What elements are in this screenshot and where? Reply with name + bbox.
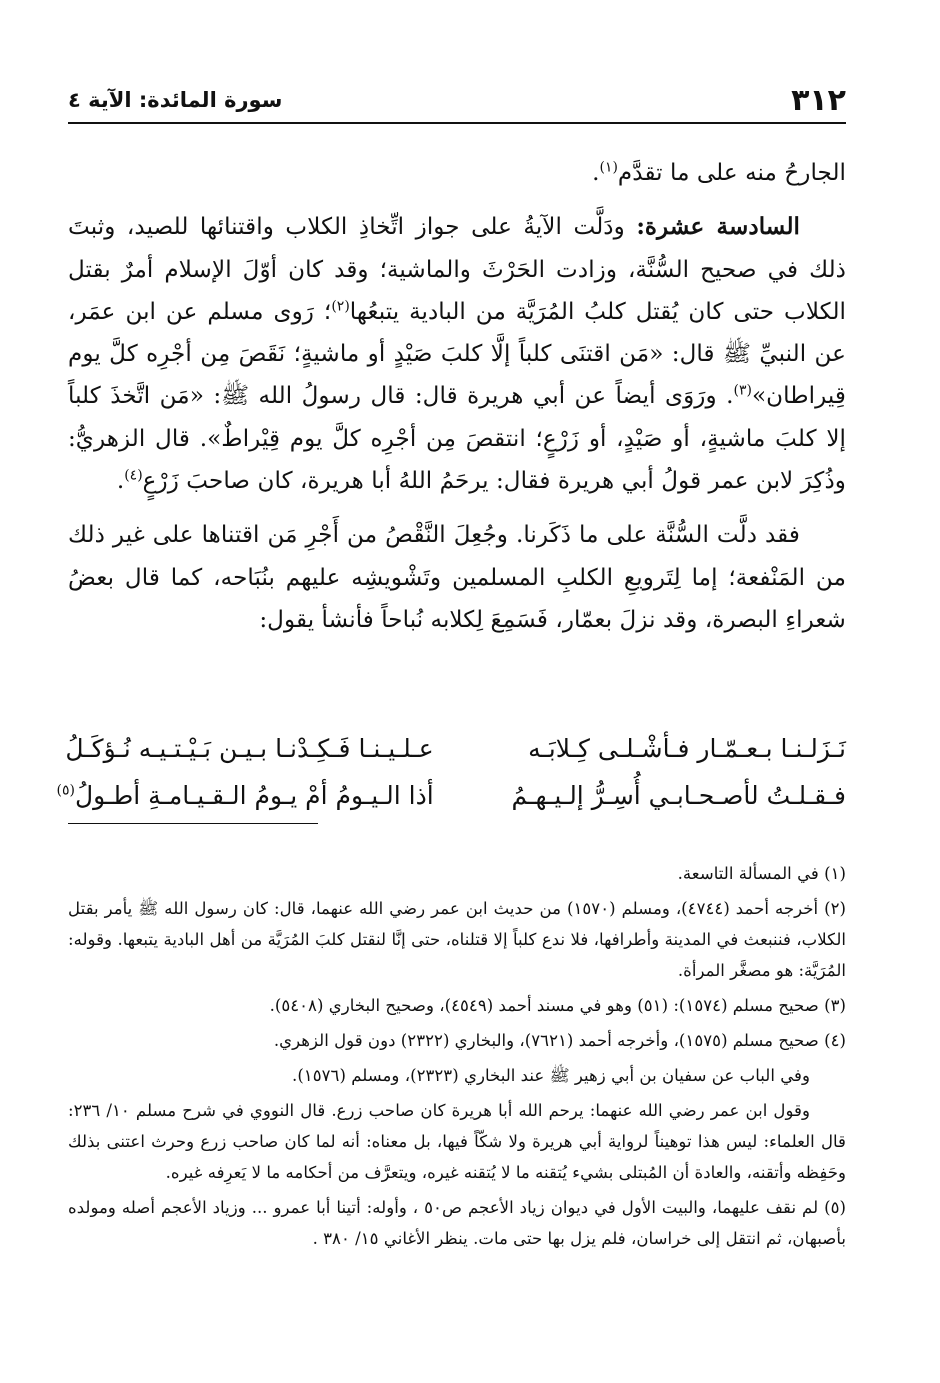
footnote-ref: (٤) (124, 467, 143, 484)
poem-verse (65, 725, 846, 772)
paragraph-text: ؛ رَوى مسلم عن ابن عمَر، عن النبيِّ ﷺ قال: «مَن اقتنَى كلباً إلَّا كلبَ صَيْدٍ أو ماشيةٍ؛ نَقَصَ مِن أجْرِه كلَّ يوم قِيراطان» (68, 297, 846, 410)
poem-verse (56, 772, 846, 819)
footnote-4: (٤) صحيح مسلم (١٥٧٥)، وأخرجه أحمد (٧٦٢١)، والبخاري (٢٣٢٢) دون قول الزهري. (273, 1031, 846, 1050)
footnote-ref: (١) (599, 159, 618, 176)
verse-first-hemistich: فـقـلـتُ لأصـحـابـي أُسِـرُّ إلـيـهـمُ (511, 781, 846, 810)
footnote-3: (٣) صحيح مسلم (١٥٧٤): (٥١) وهو في مسند أحمد (٤٥٤٩)، وصحيح البخاري (٥٤٠٨). (269, 996, 846, 1015)
footnote-5: (٥) لم نقف عليهما، والبيت الأول في ديوان زياد الأعجم ص٥٠ ، وأوله: أتينا أبا عمرو ... وزياد الأعجم أصله ومولده بأصبهان، ثم انتقل إلى خراسان، فلم يزل بها حتى مات. ينظر الأغاني ١٥/ ٣٨٠ . (68, 1198, 846, 1248)
paragraph-text: ودَلَّت الآيةُ على جواز اتِّخاذِ الكلاب واقتنائها للصيد، وثبتَ ذلك في صحيح السُّنَّة، وزادت الحَرْثَ والماشية؛ وقد كان أوّلَ الإسلام أمرٌ بقتل الكلاب حتى كان يُقتل كلبُ المُرَيَّة من البادية يتبعُها (68, 213, 846, 325)
footnote-divider (68, 823, 318, 824)
book-page (56, 0, 846, 1383)
footnote-ref: (٢) (331, 298, 350, 315)
footnotes (68, 858, 846, 1258)
footnote-ref: (٣) (733, 382, 752, 399)
hemistich-text: أذا الـيـومُ أمْ يـومُ الـقـيـامـةِ أطـولُ (74, 781, 434, 810)
footnote-4-continuation: وقول ابن عمر رضي الله عنهما: يرحم الله أبا هريرة كان صاحب زرع. قال النووي في شرح مسلم ١٠/ ٢٣٦: قال العلماء: ليس هذا توهيناً لرواية أبي هريرة ولا شكّاً فيها، بل معناه: أنه لما كان صاحب زرع وحرث اعتنى بذلك وحَفِظه وأتقنه، والعادة أن المُبتلى بشيء يُتقنه ما لا يُتقنه غيره، ويتعرَّف من أحكامه ما لا يَعرِفه غيره. (68, 1101, 846, 1182)
verse-second-hemistich (56, 781, 434, 810)
paragraph-text: . ورَوَى أيضاً عن أبي هريرة قال: قال رسولُ الله ﷺ: «مَن اتَّخذَ كلباً إلا كلبَ ماشيةٍ، أو صَيْدٍ، أو زَرْعٍ؛ انتقصَ مِن أجْرِه كلَّ يوم قِيْراطٌ». قال الزهريُّ: وذُكِرَ لابن عمر قولُ أبي هريرة فقال: يرحَمُ اللهُ أبا هريرة، كان صاحبَ زَرْعٍ (68, 382, 846, 495)
punctuation: . (592, 159, 600, 186)
main-text (68, 152, 846, 641)
poem (56, 725, 846, 819)
footnote-2: (٢) أخرجه أحمد (٤٧٤٤)، ومسلم (١٥٧٠) من حديث ابن عمر رضي الله عنهما، قال: كان رسول الله ﷺ يأمر بقتل الكلاب، فننبعث في المدينة وأطرافها، فلا ندع كلباً إلا قتلناه، حتى إنَّا لنقتل كلبَ المُرَيَّة من أهل البادية يتبعها. وقوله: المُرَيَّة: هو مصغَّر المرأة. (68, 899, 846, 980)
issue-label: السادسة عشرة: (636, 213, 800, 241)
verse-second-hemistich: عـلـيـنـا فَـكِـدْنـا بـيـن بَـيْـتـيـه نُـؤكَـلُ (65, 734, 434, 763)
paragraph-continuation (68, 152, 846, 194)
footnote-4-continuation: وفي الباب عن سفيان بن أبي زهير ﷺ عند البخاري (٢٣٢٣)، ومسلم (١٥٧٦). (292, 1066, 810, 1085)
paragraph-issue-sixteen (68, 206, 846, 502)
paragraph-text: الجارحُ منه على ما تقدَّم (617, 159, 846, 186)
running-title: سورة المائدة: الآية ٤ (68, 88, 283, 112)
page-number: ٣١٢ (791, 82, 846, 118)
page-header (68, 78, 846, 124)
footnote-ref: (٥) (56, 782, 75, 799)
paragraph-sunnah: فقد دلَّت السُّنَّة على ما ذَكَرنا. وجُعِلَ النَّقْصُ من أَجْرِ مَن اقتناها على غير ذلك من المَنْفعة؛ إما لِتَرويعِ الكلبِ المسلمين وتَشْويشِه عليهم بنُبَاحه، كما قال بعضُ شعراءِ البصرة، وقد نزلَ بعمّار، فَسَمِعَ لِكلابه نُباحاً فأنشأ يقول: (68, 521, 846, 633)
footnote-1: (١) في المسألة التاسعة. (677, 864, 846, 883)
punctuation: . (116, 467, 125, 495)
verse-first-hemistich: نَـزَلـنـا بـعـمّـار فـأشْـلـى كِـلابَـه (528, 734, 846, 763)
